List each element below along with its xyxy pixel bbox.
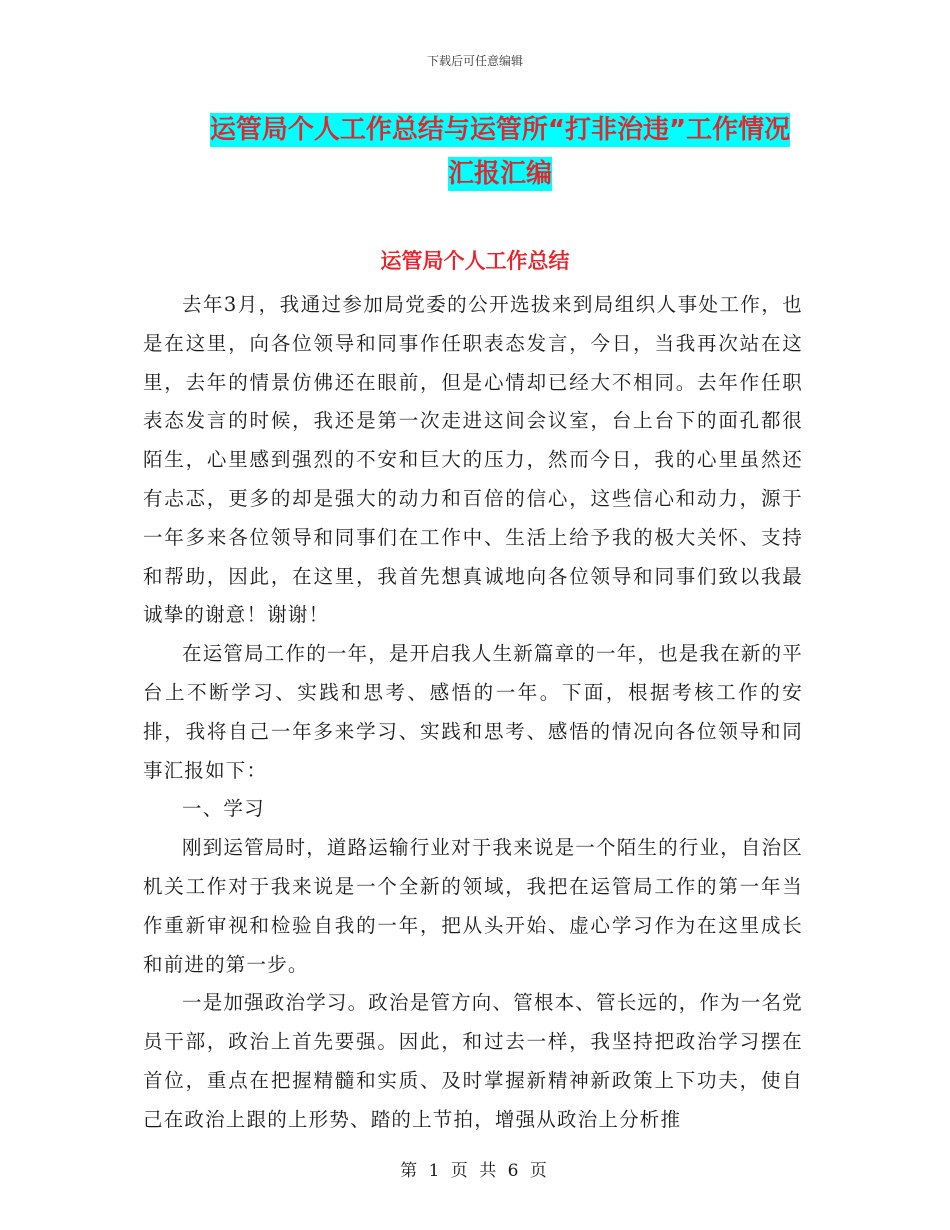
section-title: 运管局个人工作总结	[380, 249, 570, 273]
document-title-text-2: 汇报汇编	[447, 159, 552, 189]
paragraph-heading: 一、学习	[182, 797, 265, 821]
paragraph: 在运管局工作的一年，是开启我人生新篇章的一年，也是我在新的平台上不断学习、实践和思考、感悟的一年。下面，根据考核工作的安排，我将自己一年多来学习、实践和思考、感悟的情况向各位领导和同事汇报如下：	[143, 642, 804, 782]
header-note: 下载后可任意编辑	[426, 54, 523, 68]
document-title-line-1	[120, 108, 880, 152]
page-number: 第 1 页 共 6 页	[400, 1161, 550, 1181]
paragraph: 去年3月，我通过参加局党委的公开选拔来到局组织人事处工作，也是在这里，向各位领导和同事作任职表态发言，今日，当我再次站在这里，去年的情景仿佛还在眼前，但是心情却已经大不相同。去年作任职表态发言的时候，我还是第一次走进这间会议室，台上台下的面孔都很陌生，心里感到强烈的不安和巨大的压力，然而今日，我的心里虽然还有忐忑，更多的却是强大的动力和百倍的信心，这些信心和动力，源于一年多来各位领导和同事们在工作中、生活上给予我的极大关怀、支持和帮助，因此，在这里，我首先想真诚地向各位领导和同事们致以我最诚挚的谢意！谢谢！	[143, 293, 803, 627]
paragraph: 一是加强政治学习。政治是管方向、管根本、管长远的，作为一名党员干部，政治上首先要强。因此，和过去一样，我坚持把政治学习摆在首位，重点在把握精髓和实质、及时掌握新精神新政策上下功夫，使自己在政治上跟的上形势、踏的上节拍，增强从政治上分析推	[143, 991, 804, 1131]
document-title-text-1: 运管局个人工作总结与运管所“打非治违”工作情况	[209, 115, 791, 145]
paragraph: 刚到运管局时，道路运输行业对于我来说是一个陌生的行业，自治区机关工作对于我来说是一个全新的领域，我把在运管局工作的第一年当作重新审视和检验自我的一年，把从头开始、虚心学习作为在这里成长和前进的第一步。	[143, 836, 804, 976]
body-text	[143, 286, 803, 1140]
document-title-line-2	[120, 152, 880, 196]
